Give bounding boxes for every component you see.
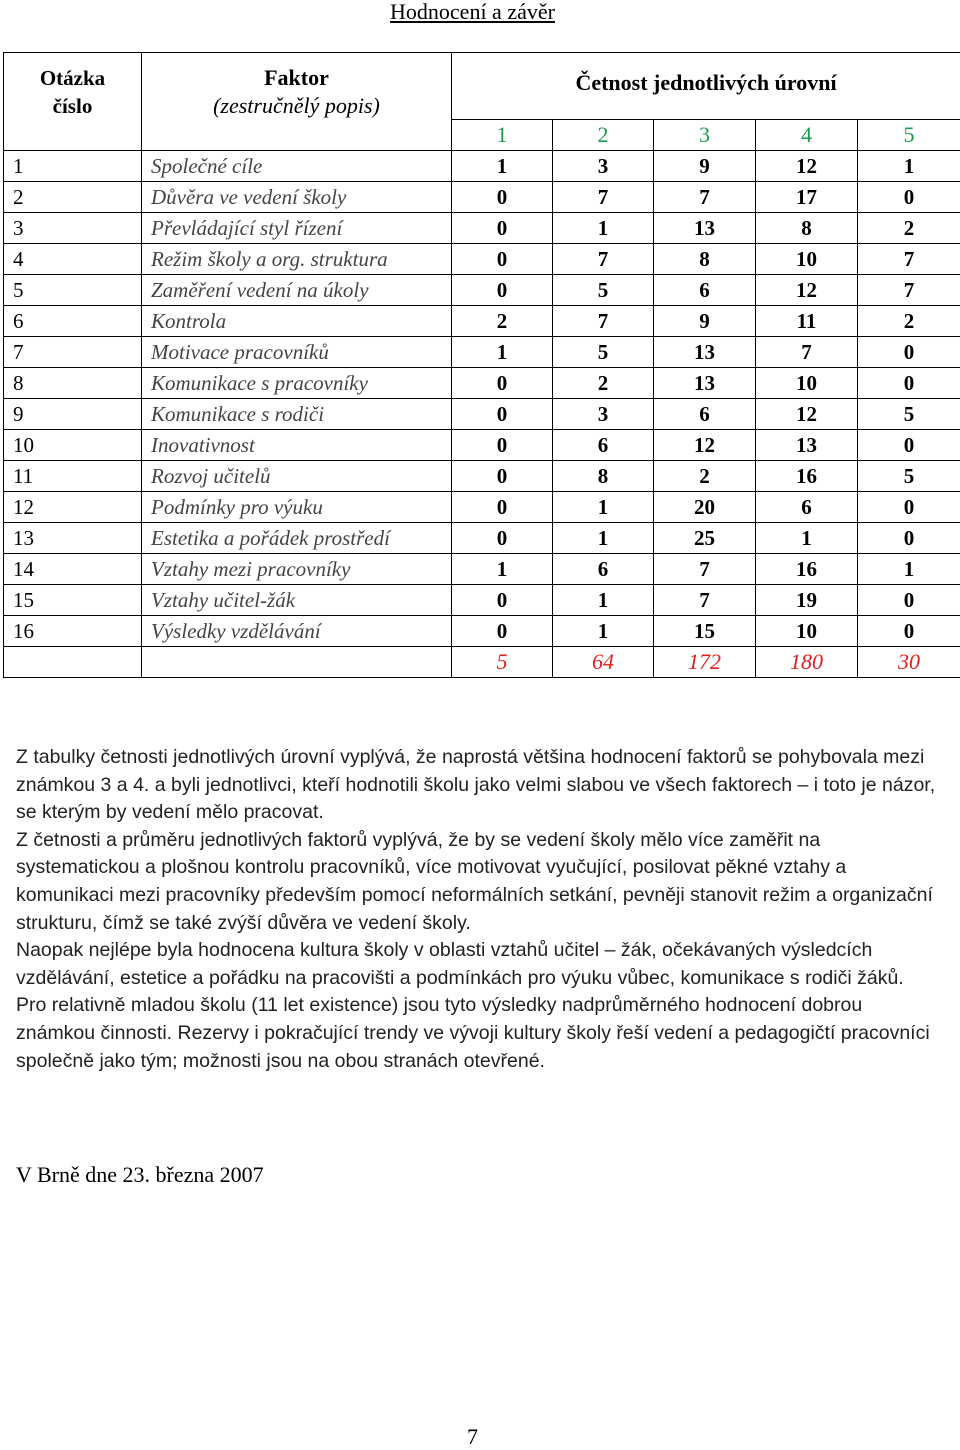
frequency-cell: 1	[553, 523, 654, 554]
factor-name: Podmínky pro výuku	[142, 492, 452, 523]
frequency-cell: 0	[452, 523, 553, 554]
factor-name: Převládající styl řízení	[142, 213, 452, 244]
paragraph: Z tabulky četnosti jednotlivých úrovní vyplývá, že naprostá většina hodnocení faktorů se pohybovala mezi známkou 3 a 4. a byli jednotlivci, kteří hodnotili školu jako velmi slabou ve všech faktorech – i toto je názor, se kterým by vedení mělo pracovat.	[16, 744, 936, 827]
frequency-cell: 2	[858, 306, 960, 337]
frequency-cell: 1	[858, 151, 960, 182]
frequency-cell: 6	[654, 399, 756, 430]
frequency-cell: 16	[756, 461, 858, 492]
frequency-cell: 0	[858, 182, 960, 213]
frequency-cell: 0	[452, 399, 553, 430]
factor-name: Zaměření vedení na úkoly	[142, 275, 452, 306]
frequency-cell: 9	[654, 151, 756, 182]
frequency-cell: 1	[452, 151, 553, 182]
frequency-cell: 7	[553, 244, 654, 275]
question-number: 9	[4, 399, 142, 430]
factor-name: Rozvoj učitelů	[142, 461, 452, 492]
total-cell: 30	[858, 647, 960, 678]
factor-name: Výsledky vzdělávání	[142, 616, 452, 647]
frequency-cell: 5	[553, 337, 654, 368]
frequency-cell: 0	[452, 244, 553, 275]
frequency-cell: 0	[858, 430, 960, 461]
frequency-cell: 5	[858, 461, 960, 492]
table-row	[4, 523, 960, 554]
frequency-cell: 0	[452, 492, 553, 523]
frequency-cell: 0	[452, 182, 553, 213]
factor-name: Vztahy mezi pracovníky	[142, 554, 452, 585]
place-and-date: V Brně dne 23. března 2007	[16, 1160, 264, 1190]
table-row	[4, 616, 960, 647]
frequency-cell: 0	[452, 585, 553, 616]
question-number: 4	[4, 244, 142, 275]
page-number: 7	[0, 1424, 945, 1450]
question-number-header: Otázka číslo	[4, 53, 142, 151]
frequency-cell: 3	[553, 151, 654, 182]
question-number: 3	[4, 213, 142, 244]
table-row	[4, 244, 960, 275]
question-number: 1	[4, 151, 142, 182]
running-head-title: Hodnocení a závěr	[0, 0, 945, 24]
frequency-cell: 12	[756, 151, 858, 182]
total-cell: 172	[654, 647, 756, 678]
frequency-cell: 19	[756, 585, 858, 616]
frequency-cell: 1	[553, 616, 654, 647]
level-header: 4	[756, 120, 858, 151]
frequency-cell: 13	[654, 213, 756, 244]
frequency-cell: 2	[654, 461, 756, 492]
question-number: 13	[4, 523, 142, 554]
frequency-table	[3, 52, 960, 678]
frequency-cell: 0	[858, 523, 960, 554]
total-cell: 64	[553, 647, 654, 678]
level-header: 3	[654, 120, 756, 151]
paragraph: Pro relativně mladou školu (11 let existence) jsou tyto výsledky nadprůměrného hodnocení dobrou známkou činnosti. Rezervy i pokračující trendy ve vývoji kultury školy řeší vedení a pedagogičtí pracovníci společně jako tým; možnosti jsou na obou stranách otevřené.	[16, 992, 936, 1075]
levels-header: Četnost jednotlivých úrovní	[452, 53, 960, 120]
total-cell: 180	[756, 647, 858, 678]
table-row	[4, 492, 960, 523]
total-cell: 5	[452, 647, 553, 678]
table-row	[4, 213, 960, 244]
factor-name: Režim školy a org. struktura	[142, 244, 452, 275]
frequency-cell: 0	[858, 492, 960, 523]
factor-name: Důvěra ve vedení školy	[142, 182, 452, 213]
frequency-cell: 8	[553, 461, 654, 492]
frequency-cell: 2	[858, 213, 960, 244]
frequency-cell: 10	[756, 368, 858, 399]
question-number: 14	[4, 554, 142, 585]
frequency-cell: 1	[858, 554, 960, 585]
table-row	[4, 182, 960, 213]
question-number: 8	[4, 368, 142, 399]
factor-name: Inovativnost	[142, 430, 452, 461]
frequency-cell: 20	[654, 492, 756, 523]
frequency-cell: 0	[452, 368, 553, 399]
frequency-cell: 5	[858, 399, 960, 430]
frequency-cell: 7	[553, 182, 654, 213]
factor-name: Společné cíle	[142, 151, 452, 182]
conclusion-text	[16, 744, 936, 1075]
frequency-cell: 1	[452, 337, 553, 368]
question-number: 5	[4, 275, 142, 306]
frequency-cell: 0	[858, 616, 960, 647]
factor-name: Vztahy učitel-žák	[142, 585, 452, 616]
frequency-cell: 6	[553, 554, 654, 585]
totals-row	[4, 647, 960, 678]
question-number: 16	[4, 616, 142, 647]
factor-name: Komunikace s rodiči	[142, 399, 452, 430]
table-row	[4, 430, 960, 461]
frequency-cell: 0	[452, 275, 553, 306]
frequency-cell: 10	[756, 244, 858, 275]
frequency-cell: 12	[756, 399, 858, 430]
question-number: 11	[4, 461, 142, 492]
frequency-cell: 17	[756, 182, 858, 213]
factor-name: Estetika a pořádek prostředí	[142, 523, 452, 554]
table-row	[4, 461, 960, 492]
frequency-cell: 16	[756, 554, 858, 585]
question-number: 7	[4, 337, 142, 368]
frequency-cell: 8	[654, 244, 756, 275]
question-number: 10	[4, 430, 142, 461]
frequency-cell: 6	[654, 275, 756, 306]
frequency-cell: 13	[756, 430, 858, 461]
frequency-cell: 5	[553, 275, 654, 306]
question-number: 6	[4, 306, 142, 337]
question-number: 12	[4, 492, 142, 523]
paragraph: Naopak nejlépe byla hodnocena kultura školy v oblasti vztahů učitel – žák, očekávaných výsledcích vzdělávání, estetice a pořádku na pracovišti a podmínkách pro výuku vůbec, komunikace s rodiči žáků.	[16, 937, 936, 992]
frequency-cell: 1	[553, 213, 654, 244]
factor-name: Kontrola	[142, 306, 452, 337]
factor-name: Komunikace s pracovníky	[142, 368, 452, 399]
level-header: 2	[553, 120, 654, 151]
factor-name: Motivace pracovníků	[142, 337, 452, 368]
table-row	[4, 275, 960, 306]
table-row	[4, 368, 960, 399]
table-row	[4, 585, 960, 616]
frequency-cell: 0	[452, 616, 553, 647]
frequency-cell: 9	[654, 306, 756, 337]
frequency-cell: 13	[654, 368, 756, 399]
frequency-cell: 7	[654, 585, 756, 616]
frequency-cell: 10	[756, 616, 858, 647]
frequency-cell: 6	[553, 430, 654, 461]
frequency-cell: 1	[452, 554, 553, 585]
level-header: 1	[452, 120, 553, 151]
frequency-cell: 7	[858, 275, 960, 306]
frequency-cell: 6	[756, 492, 858, 523]
frequency-cell: 7	[654, 182, 756, 213]
frequency-cell: 13	[654, 337, 756, 368]
frequency-cell: 12	[654, 430, 756, 461]
frequency-cell: 0	[858, 337, 960, 368]
frequency-cell: 1	[756, 523, 858, 554]
table-row	[4, 151, 960, 182]
frequency-cell: 12	[756, 275, 858, 306]
frequency-cell: 7	[553, 306, 654, 337]
table-row	[4, 554, 960, 585]
frequency-cell: 0	[452, 213, 553, 244]
frequency-cell: 7	[756, 337, 858, 368]
frequency-cell: 2	[553, 368, 654, 399]
paragraph: Z četnosti a průměru jednotlivých faktorů vyplývá, že by se vedení školy mělo více zaměřit na systematickou a plošnou kontrolu pracovníků, více motivovat vyučující, posilovat pěkné vztahy a komunikaci mezi pracovníky především pomocí neformálních setkání, pevněji stanovit režim a organizační strukturu, čímž se také zvýší důvěra ve vedení školy.	[16, 827, 936, 937]
question-number: 2	[4, 182, 142, 213]
question-number: 15	[4, 585, 142, 616]
frequency-cell: 7	[858, 244, 960, 275]
level-header: 5	[858, 120, 960, 151]
frequency-cell: 8	[756, 213, 858, 244]
frequency-cell: 11	[756, 306, 858, 337]
table-row	[4, 399, 960, 430]
frequency-cell: 3	[553, 399, 654, 430]
frequency-cell: 2	[452, 306, 553, 337]
frequency-cell: 1	[553, 585, 654, 616]
frequency-cell: 0	[452, 461, 553, 492]
frequency-cell: 1	[553, 492, 654, 523]
frequency-cell: 0	[452, 430, 553, 461]
frequency-cell: 0	[858, 368, 960, 399]
frequency-cell: 0	[858, 585, 960, 616]
table-row	[4, 306, 960, 337]
factor-header: Faktor (zestručnělý popis)	[142, 53, 452, 151]
frequency-cell: 7	[654, 554, 756, 585]
frequency-cell: 25	[654, 523, 756, 554]
table-row	[4, 337, 960, 368]
frequency-cell: 15	[654, 616, 756, 647]
